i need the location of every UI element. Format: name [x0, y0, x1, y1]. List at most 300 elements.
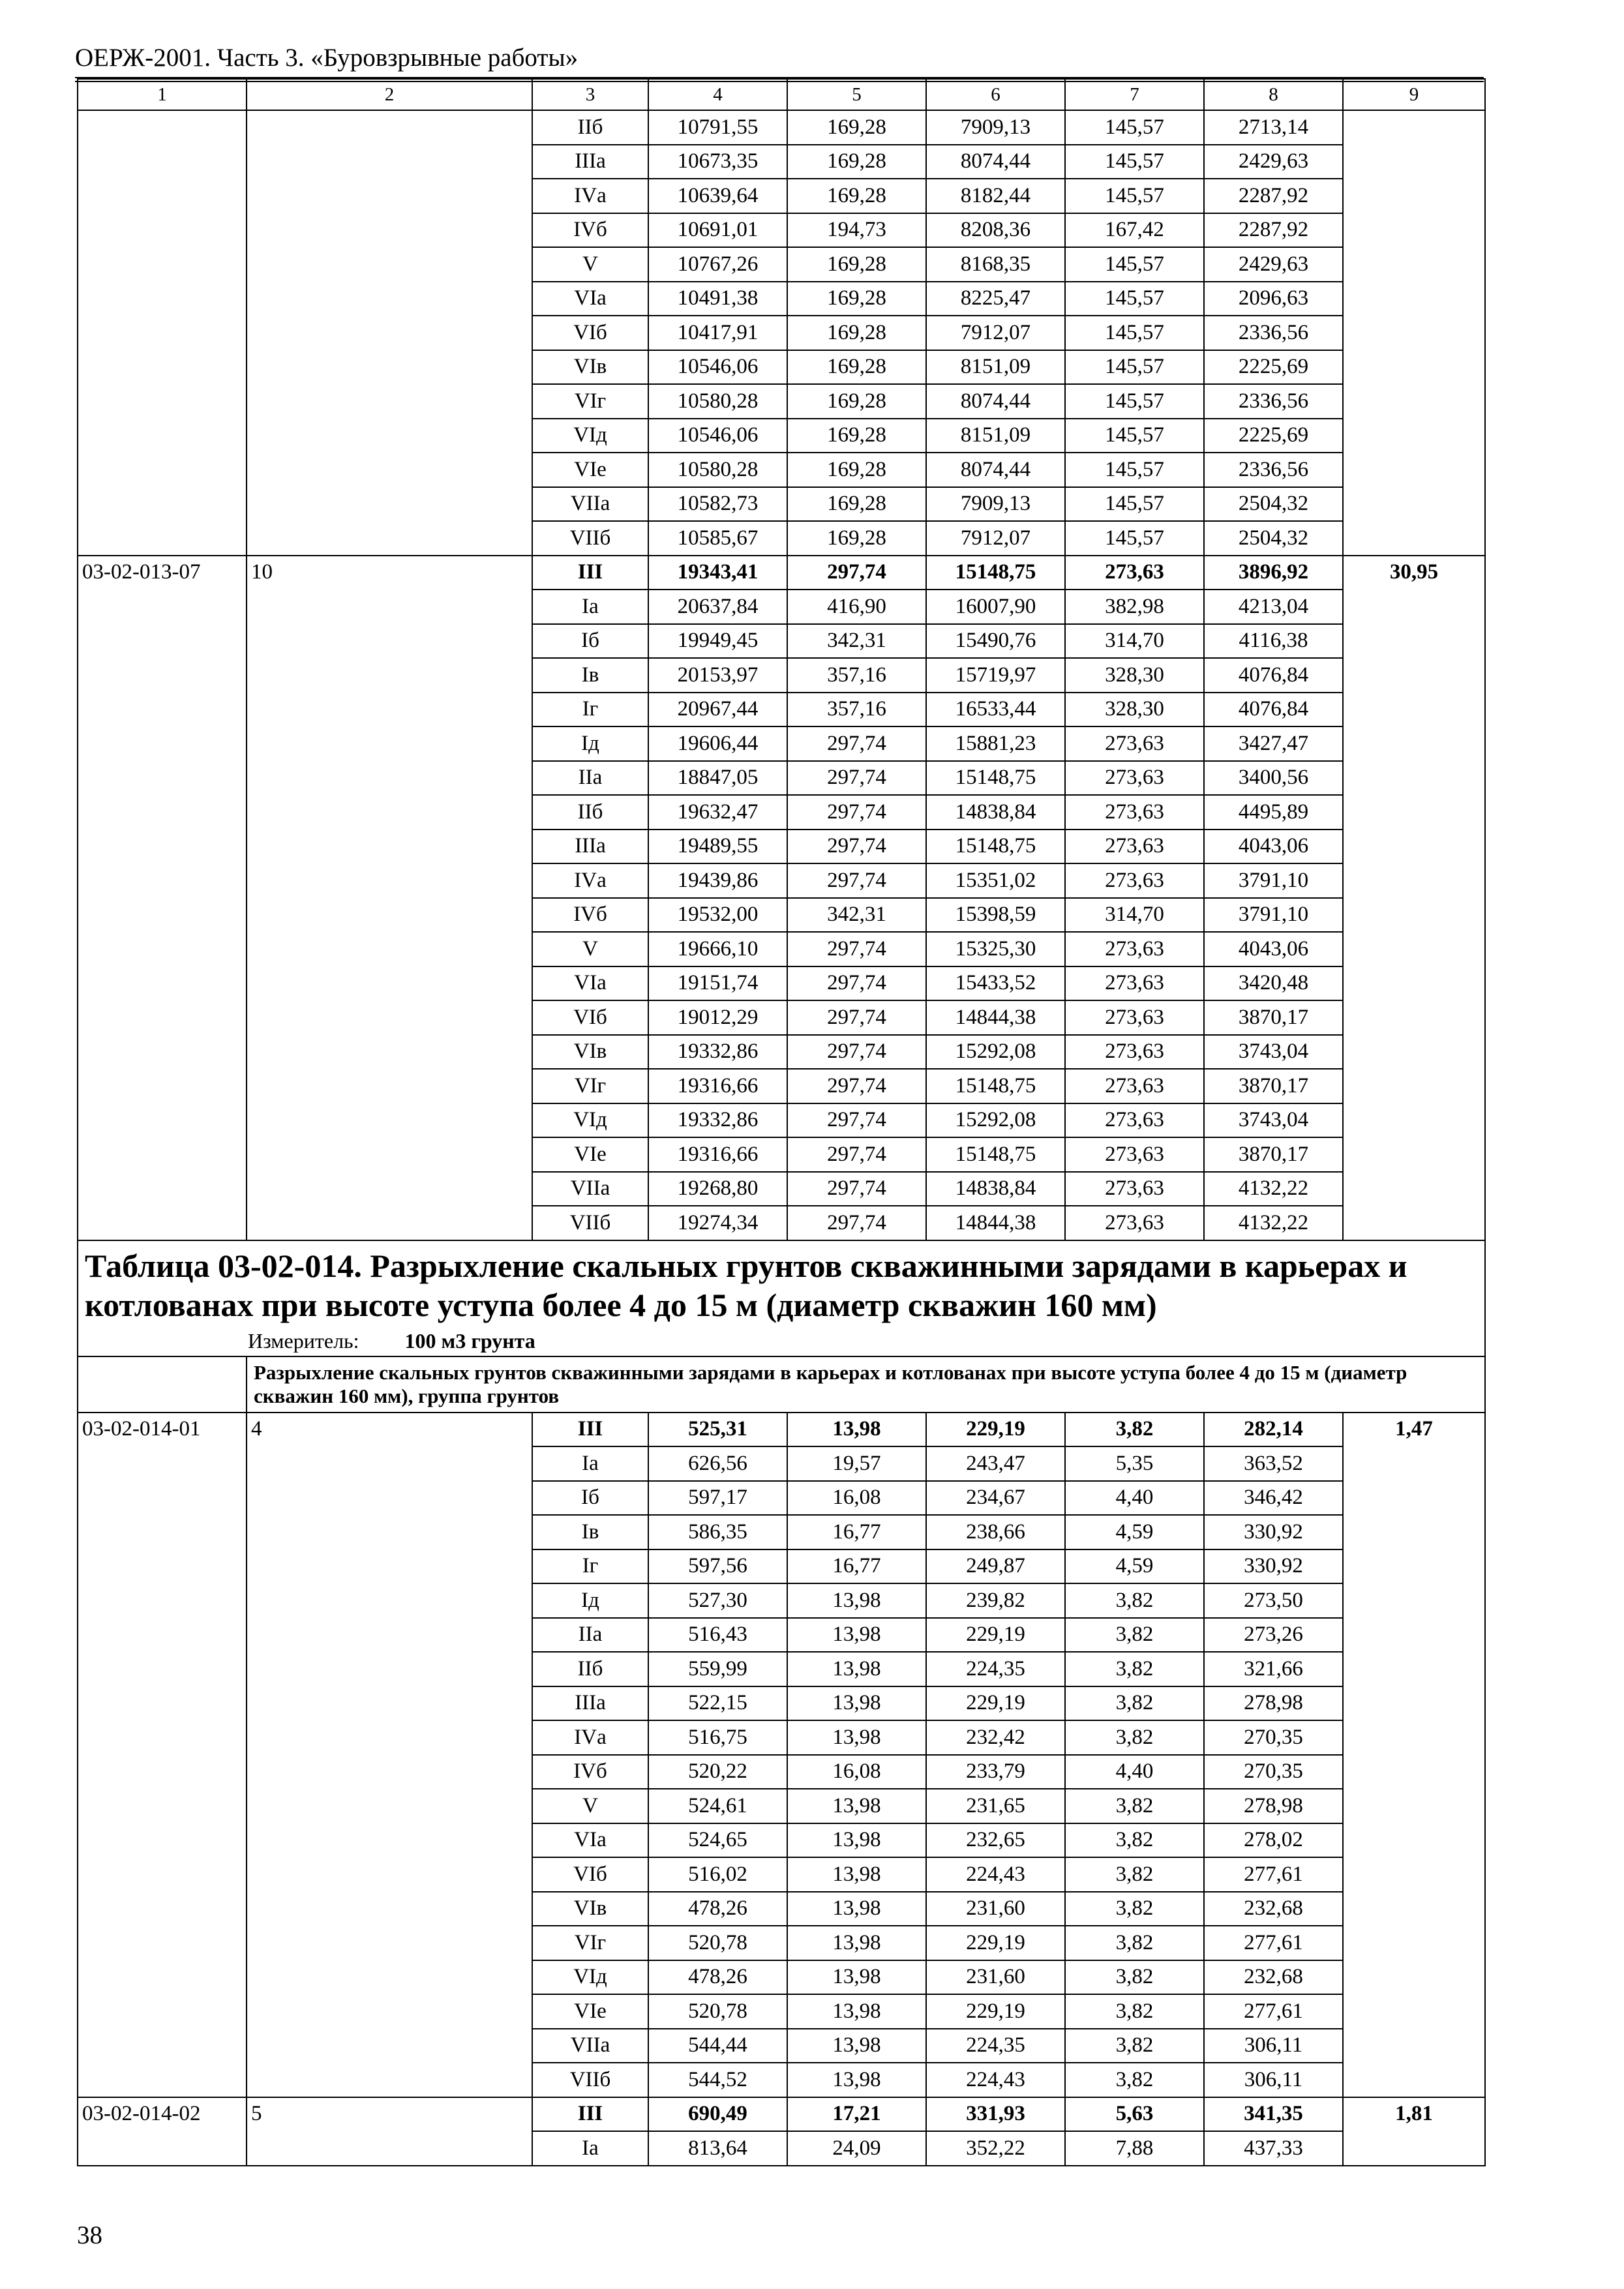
materials-cell: 232,68 [1204, 1960, 1343, 1995]
norm-table [77, 78, 1486, 2166]
wages-cell: 169,28 [787, 247, 926, 282]
materials-cell: 3400,56 [1204, 761, 1343, 796]
machines-cell: 8208,36 [926, 213, 1065, 248]
total-cost-cell: 520,22 [648, 1755, 787, 1789]
wages-cell: 357,16 [787, 693, 926, 727]
machinist-wages-cell: 4,59 [1065, 1515, 1204, 1549]
machines-cell: 15719,97 [926, 658, 1065, 693]
materials-cell: 273,26 [1204, 1618, 1343, 1653]
total-cost-cell: 813,64 [648, 2131, 787, 2166]
soil-group-cell: IIб [532, 1652, 648, 1686]
wages-cell: 297,74 [787, 1035, 926, 1070]
machines-cell: 16007,90 [926, 590, 1065, 624]
col9-cell: 1,47 [1343, 1413, 1485, 2097]
soil-group-cell: VIIб [532, 1206, 648, 1240]
wages-cell: 16,77 [787, 1515, 926, 1549]
machinist-wages-cell: 3,82 [1065, 1652, 1204, 1686]
column-number-cell: 7 [1065, 79, 1204, 110]
machinist-wages-cell: 3,82 [1065, 1618, 1204, 1653]
soil-group-cell: Iв [532, 658, 648, 693]
materials-cell: 4116,38 [1204, 624, 1343, 659]
measure-label: Измеритель: [248, 1328, 359, 1353]
materials-cell: 3420,48 [1204, 966, 1343, 1001]
materials-cell: 3791,10 [1204, 863, 1343, 898]
materials-cell: 270,35 [1204, 1720, 1343, 1755]
materials-cell: 346,42 [1204, 1481, 1343, 1516]
soil-group-cell: IIа [532, 1618, 648, 1653]
materials-cell: 3896,92 [1204, 556, 1343, 590]
total-cost-cell: 10791,55 [648, 110, 787, 145]
wages-cell: 297,74 [787, 1206, 926, 1240]
total-cost-cell: 19332,86 [648, 1035, 787, 1070]
code-cell: 03-02-014-01 [78, 1413, 247, 2097]
soil-group-cell: VIд [532, 419, 648, 453]
materials-cell: 2336,56 [1204, 453, 1343, 487]
total-cost-cell: 516,43 [648, 1618, 787, 1653]
column-number-cell: 8 [1204, 79, 1343, 110]
materials-cell: 278,98 [1204, 1789, 1343, 1823]
soil-group-cell: VIIа [532, 1172, 648, 1206]
materials-cell: 278,02 [1204, 1823, 1343, 1858]
machines-cell: 249,87 [926, 1549, 1065, 1584]
code-cell: 03-02-013-07 [78, 556, 247, 1240]
soil-group-cell: Iв [532, 1515, 648, 1549]
machines-cell: 8168,35 [926, 247, 1065, 282]
machinist-wages-cell: 3,82 [1065, 1413, 1204, 1447]
materials-cell: 2287,92 [1204, 179, 1343, 213]
soil-group-cell: V [532, 1789, 648, 1823]
soil-group-cell: IVб [532, 898, 648, 933]
machines-cell: 14838,84 [926, 1172, 1065, 1206]
soil-group-cell: VIб [532, 1857, 648, 1892]
table-title: Таблица 03-02-014. Разрыхление скальных грунтов скважинными зарядами в карьерах и котлованах при высоте уступа более 4 до 15 м (диаметр скважин 160 мм) [85, 1247, 1407, 1323]
wages-cell: 297,74 [787, 795, 926, 830]
soil-group-cell: VIIб [532, 521, 648, 556]
wages-cell: 13,98 [787, 1618, 926, 1653]
wages-cell: 169,28 [787, 282, 926, 316]
materials-cell: 2225,69 [1204, 350, 1343, 385]
code-cell [78, 110, 247, 556]
main-row [78, 1413, 1485, 1447]
machinist-wages-cell: 273,63 [1065, 830, 1204, 864]
measure-value: 100 м3 грунта [404, 1328, 535, 1353]
materials-cell: 2336,56 [1204, 384, 1343, 419]
total-cost-cell: 19489,55 [648, 830, 787, 864]
machinist-wages-cell: 4,40 [1065, 1481, 1204, 1516]
machines-cell: 16533,44 [926, 693, 1065, 727]
total-cost-cell: 19949,45 [648, 624, 787, 659]
machinist-wages-cell: 3,82 [1065, 1789, 1204, 1823]
machines-cell: 8151,09 [926, 419, 1065, 453]
machinist-wages-cell: 273,63 [1065, 1103, 1204, 1138]
soil-group-cell: VIа [532, 966, 648, 1001]
wages-cell: 13,98 [787, 1720, 926, 1755]
soil-group-cell: VIб [532, 316, 648, 350]
materials-cell: 4132,22 [1204, 1206, 1343, 1240]
machines-cell: 15881,23 [926, 726, 1065, 761]
materials-cell: 2096,63 [1204, 282, 1343, 316]
materials-cell: 3427,47 [1204, 726, 1343, 761]
machines-cell: 238,66 [926, 1515, 1065, 1549]
machines-cell: 8151,09 [926, 350, 1065, 385]
machines-cell: 234,67 [926, 1481, 1065, 1516]
soil-group-cell: VIв [532, 350, 648, 385]
materials-cell: 2713,14 [1204, 110, 1343, 145]
soil-group-cell: V [532, 932, 648, 966]
materials-cell: 3743,04 [1204, 1103, 1343, 1138]
machinist-wages-cell: 3,82 [1065, 1583, 1204, 1618]
materials-cell: 437,33 [1204, 2131, 1343, 2166]
wages-cell: 13,98 [787, 2029, 926, 2063]
total-cost-cell: 10546,06 [648, 419, 787, 453]
column-number-cell: 3 [532, 79, 648, 110]
materials-cell: 321,66 [1204, 1652, 1343, 1686]
total-cost-cell: 520,78 [648, 1994, 787, 2029]
machines-cell: 8225,47 [926, 282, 1065, 316]
wages-cell: 297,74 [787, 966, 926, 1001]
soil-group-cell: IIIа [532, 145, 648, 179]
machinist-wages-cell: 273,63 [1065, 1035, 1204, 1070]
soil-group-cell: Iг [532, 693, 648, 727]
total-cost-cell: 559,99 [648, 1652, 787, 1686]
machinist-wages-cell: 273,63 [1065, 1137, 1204, 1172]
machines-cell: 331,93 [926, 2097, 1065, 2132]
materials-cell: 3870,17 [1204, 1137, 1343, 1172]
machinist-wages-cell: 145,57 [1065, 521, 1204, 556]
column-number-cell: 1 [78, 79, 247, 110]
materials-cell: 306,11 [1204, 2029, 1343, 2063]
machinist-wages-cell: 273,63 [1065, 726, 1204, 761]
materials-cell: 273,50 [1204, 1583, 1343, 1618]
wages-cell: 169,28 [787, 453, 926, 487]
soil-group-cell: VIв [532, 1035, 648, 1070]
machinist-wages-cell: 314,70 [1065, 898, 1204, 933]
soil-group-cell: IVб [532, 213, 648, 248]
wages-cell: 13,98 [787, 1413, 926, 1447]
machines-cell: 232,65 [926, 1823, 1065, 1858]
materials-cell: 363,52 [1204, 1446, 1343, 1481]
soil-group-cell: VIе [532, 453, 648, 487]
main-row [78, 556, 1485, 590]
total-cost-cell: 10580,28 [648, 453, 787, 487]
wages-cell: 13,98 [787, 1892, 926, 1926]
total-cost-cell: 19012,29 [648, 1000, 787, 1035]
soil-group-cell: VIг [532, 384, 648, 419]
total-cost-cell: 19343,41 [648, 556, 787, 590]
machines-cell: 15433,52 [926, 966, 1065, 1001]
wages-cell: 169,28 [787, 350, 926, 385]
machinist-wages-cell: 3,82 [1065, 1960, 1204, 1995]
wages-cell: 194,73 [787, 213, 926, 248]
machinist-wages-cell: 314,70 [1065, 624, 1204, 659]
soil-group-cell: IIIа [532, 1686, 648, 1721]
total-cost-cell: 544,52 [648, 2063, 787, 2097]
wages-cell: 169,28 [787, 487, 926, 522]
wages-cell: 297,74 [787, 830, 926, 864]
total-cost-cell: 19606,44 [648, 726, 787, 761]
machines-cell: 229,19 [926, 1994, 1065, 2029]
total-cost-cell: 20153,97 [648, 658, 787, 693]
wages-cell: 13,98 [787, 1686, 926, 1721]
machines-cell: 229,19 [926, 1413, 1065, 1447]
page-title: ОЕРЖ-2001. Часть 3. «Буровзрывные работы» [75, 44, 579, 72]
column-number-row [78, 79, 1485, 110]
wages-cell: 297,74 [787, 1103, 926, 1138]
total-cost-cell: 524,61 [648, 1789, 787, 1823]
machines-cell: 7909,13 [926, 110, 1065, 145]
soil-group-cell: IVб [532, 1755, 648, 1789]
wages-cell: 169,28 [787, 384, 926, 419]
materials-cell: 277,61 [1204, 1926, 1343, 1960]
soil-group-cell: Iа [532, 2131, 648, 2166]
materials-cell: 4076,84 [1204, 693, 1343, 727]
soil-group-cell: Iб [532, 1481, 648, 1516]
machinist-wages-cell: 273,63 [1065, 795, 1204, 830]
machinist-wages-cell: 5,35 [1065, 1446, 1204, 1481]
table-title-row [78, 1240, 1485, 1356]
materials-cell: 4132,22 [1204, 1172, 1343, 1206]
soil-group-cell: VIIа [532, 487, 648, 522]
machines-cell: 15148,75 [926, 1069, 1065, 1103]
machines-cell: 7912,07 [926, 521, 1065, 556]
wages-cell: 169,28 [787, 521, 926, 556]
soil-group-cell: VIд [532, 1960, 648, 1995]
machinist-wages-cell: 145,57 [1065, 282, 1204, 316]
wages-cell: 297,74 [787, 1137, 926, 1172]
wages-cell: 297,74 [787, 556, 926, 590]
total-cost-cell: 10673,35 [648, 145, 787, 179]
soil-group-cell: IVа [532, 1720, 648, 1755]
soil-group-cell: Iа [532, 590, 648, 624]
total-cost-cell: 10691,01 [648, 213, 787, 248]
machines-cell: 231,60 [926, 1960, 1065, 1995]
total-cost-cell: 19268,80 [648, 1172, 787, 1206]
machinist-wages-cell: 7,88 [1065, 2131, 1204, 2166]
machines-cell: 15292,08 [926, 1035, 1065, 1070]
machines-cell: 14844,38 [926, 1000, 1065, 1035]
wages-cell: 24,09 [787, 2131, 926, 2166]
total-cost-cell: 19666,10 [648, 932, 787, 966]
column-number-cell: 5 [787, 79, 926, 110]
column-number-cell: 9 [1343, 79, 1485, 110]
materials-cell: 3743,04 [1204, 1035, 1343, 1070]
machines-cell: 229,19 [926, 1926, 1065, 1960]
wages-cell: 13,98 [787, 1994, 926, 2029]
total-cost-cell: 10767,26 [648, 247, 787, 282]
wages-cell: 297,74 [787, 1069, 926, 1103]
total-cost-cell: 690,49 [648, 2097, 787, 2132]
machinist-wages-cell: 328,30 [1065, 693, 1204, 727]
total-cost-cell: 10491,38 [648, 282, 787, 316]
description-row [78, 1356, 1485, 1413]
materials-cell: 3870,17 [1204, 1000, 1343, 1035]
soil-group-cell: VIIб [532, 2063, 648, 2097]
col2-cell: 5 [247, 2097, 532, 2166]
col2-cell: 10 [247, 556, 532, 1240]
wages-cell: 13,98 [787, 1583, 926, 1618]
soil-group-cell: IIб [532, 795, 648, 830]
wages-cell: 16,08 [787, 1481, 926, 1516]
machinist-wages-cell: 328,30 [1065, 658, 1204, 693]
col2-cell: 4 [247, 1413, 532, 2097]
materials-cell: 277,61 [1204, 1994, 1343, 2029]
materials-cell: 278,98 [1204, 1686, 1343, 1721]
materials-cell: 2429,63 [1204, 145, 1343, 179]
col9-cell [1343, 110, 1485, 556]
wages-cell: 13,98 [787, 1926, 926, 1960]
total-cost-cell: 19274,34 [648, 1206, 787, 1240]
wages-cell: 297,74 [787, 726, 926, 761]
machines-cell: 14844,38 [926, 1206, 1065, 1240]
soil-group-cell: Iб [532, 624, 648, 659]
machines-cell: 239,82 [926, 1583, 1065, 1618]
column-number-cell: 6 [926, 79, 1065, 110]
machines-cell: 15398,59 [926, 898, 1065, 933]
wages-cell: 169,28 [787, 179, 926, 213]
machines-cell: 15292,08 [926, 1103, 1065, 1138]
machines-cell: 233,79 [926, 1755, 1065, 1789]
total-cost-cell: 524,65 [648, 1823, 787, 1858]
total-cost-cell: 10546,06 [648, 350, 787, 385]
materials-cell: 270,35 [1204, 1755, 1343, 1789]
wages-cell: 13,98 [787, 1857, 926, 1892]
wages-cell: 13,98 [787, 1823, 926, 1858]
soil-group-cell: VIа [532, 1823, 648, 1858]
machinist-wages-cell: 273,63 [1065, 966, 1204, 1001]
soil-group-cell: III [532, 2097, 648, 2132]
soil-group-cell: IIIа [532, 830, 648, 864]
soil-group-cell: VIб [532, 1000, 648, 1035]
wages-cell: 19,57 [787, 1446, 926, 1481]
machinist-wages-cell: 273,63 [1065, 1000, 1204, 1035]
total-cost-cell: 19316,66 [648, 1069, 787, 1103]
machinist-wages-cell: 145,57 [1065, 179, 1204, 213]
total-cost-cell: 597,17 [648, 1481, 787, 1516]
machines-cell: 8074,44 [926, 453, 1065, 487]
machinist-wages-cell: 273,63 [1065, 1172, 1204, 1206]
total-cost-cell: 478,26 [648, 1892, 787, 1926]
soil-group-cell: Iг [532, 1549, 648, 1584]
machines-cell: 8074,44 [926, 384, 1065, 419]
description-spacer [78, 1356, 247, 1413]
machinist-wages-cell: 3,82 [1065, 1926, 1204, 1960]
wages-cell: 16,08 [787, 1755, 926, 1789]
wages-cell: 17,21 [787, 2097, 926, 2132]
total-cost-cell: 19332,86 [648, 1103, 787, 1138]
total-cost-cell: 626,56 [648, 1446, 787, 1481]
wages-cell: 297,74 [787, 1172, 926, 1206]
machines-cell: 15325,30 [926, 932, 1065, 966]
machinist-wages-cell: 273,63 [1065, 761, 1204, 796]
wages-cell: 13,98 [787, 1960, 926, 1995]
materials-cell: 306,11 [1204, 2063, 1343, 2097]
total-cost-cell: 19532,00 [648, 898, 787, 933]
machinist-wages-cell: 273,63 [1065, 932, 1204, 966]
wages-cell: 342,31 [787, 898, 926, 933]
wages-cell: 13,98 [787, 2063, 926, 2097]
machines-cell: 352,22 [926, 2131, 1065, 2166]
soil-group-cell: VIа [532, 282, 648, 316]
total-cost-cell: 520,78 [648, 1926, 787, 1960]
machinist-wages-cell: 145,57 [1065, 145, 1204, 179]
machines-cell: 232,42 [926, 1720, 1065, 1755]
machines-cell: 7912,07 [926, 316, 1065, 350]
materials-cell: 341,35 [1204, 2097, 1343, 2132]
materials-cell: 2225,69 [1204, 419, 1343, 453]
machinist-wages-cell: 145,57 [1065, 350, 1204, 385]
machines-cell: 231,65 [926, 1789, 1065, 1823]
page-number: 38 [77, 2221, 102, 2249]
machinist-wages-cell: 4,40 [1065, 1755, 1204, 1789]
machinist-wages-cell: 273,63 [1065, 1069, 1204, 1103]
wages-cell: 297,74 [787, 1000, 926, 1035]
total-cost-cell: 18847,05 [648, 761, 787, 796]
wages-cell: 13,98 [787, 1789, 926, 1823]
materials-cell: 4043,06 [1204, 932, 1343, 966]
total-cost-cell: 527,30 [648, 1583, 787, 1618]
total-cost-cell: 19439,86 [648, 863, 787, 898]
soil-group-cell: IIб [532, 110, 648, 145]
soil-group-cell: VIв [532, 1892, 648, 1926]
machines-cell: 15148,75 [926, 556, 1065, 590]
total-cost-cell: 10582,73 [648, 487, 787, 522]
wages-cell: 416,90 [787, 590, 926, 624]
machines-cell: 8074,44 [926, 145, 1065, 179]
machinist-wages-cell: 3,82 [1065, 2029, 1204, 2063]
wages-cell: 169,28 [787, 419, 926, 453]
total-cost-cell: 516,75 [648, 1720, 787, 1755]
table-body [78, 79, 1485, 2166]
total-cost-cell: 516,02 [648, 1857, 787, 1892]
machines-cell: 15148,75 [926, 761, 1065, 796]
materials-cell: 3791,10 [1204, 898, 1343, 933]
materials-cell: 4043,06 [1204, 830, 1343, 864]
machines-cell: 243,47 [926, 1446, 1065, 1481]
wages-cell: 342,31 [787, 624, 926, 659]
materials-cell: 277,61 [1204, 1857, 1343, 1892]
machinist-wages-cell: 3,82 [1065, 1892, 1204, 1926]
main-row [78, 2097, 1485, 2132]
total-cost-cell: 10417,91 [648, 316, 787, 350]
materials-cell: 2504,32 [1204, 521, 1343, 556]
column-number-cell: 4 [648, 79, 787, 110]
total-cost-cell: 597,56 [648, 1549, 787, 1584]
machinist-wages-cell: 3,82 [1065, 1857, 1204, 1892]
total-cost-cell: 10585,67 [648, 521, 787, 556]
col9-cell: 30,95 [1343, 556, 1485, 1240]
materials-cell: 2336,56 [1204, 316, 1343, 350]
materials-cell: 2504,32 [1204, 487, 1343, 522]
column-number-cell: 2 [247, 79, 532, 110]
total-cost-cell: 10639,64 [648, 179, 787, 213]
total-cost-cell: 20637,84 [648, 590, 787, 624]
materials-cell: 3870,17 [1204, 1069, 1343, 1103]
machinist-wages-cell: 273,63 [1065, 1206, 1204, 1240]
wages-cell: 297,74 [787, 863, 926, 898]
measure-line [248, 1328, 1478, 1353]
code-cell: 03-02-014-02 [78, 2097, 247, 2166]
machinist-wages-cell: 382,98 [1065, 590, 1204, 624]
total-cost-cell: 19151,74 [648, 966, 787, 1001]
materials-cell: 282,14 [1204, 1413, 1343, 1447]
machinist-wages-cell: 145,57 [1065, 419, 1204, 453]
machinist-wages-cell: 145,57 [1065, 384, 1204, 419]
machinist-wages-cell: 3,82 [1065, 1994, 1204, 2029]
soil-group-cell: VIд [532, 1103, 648, 1138]
soil-group-cell: Iд [532, 1583, 648, 1618]
wages-cell: 169,28 [787, 145, 926, 179]
machines-cell: 14838,84 [926, 795, 1065, 830]
